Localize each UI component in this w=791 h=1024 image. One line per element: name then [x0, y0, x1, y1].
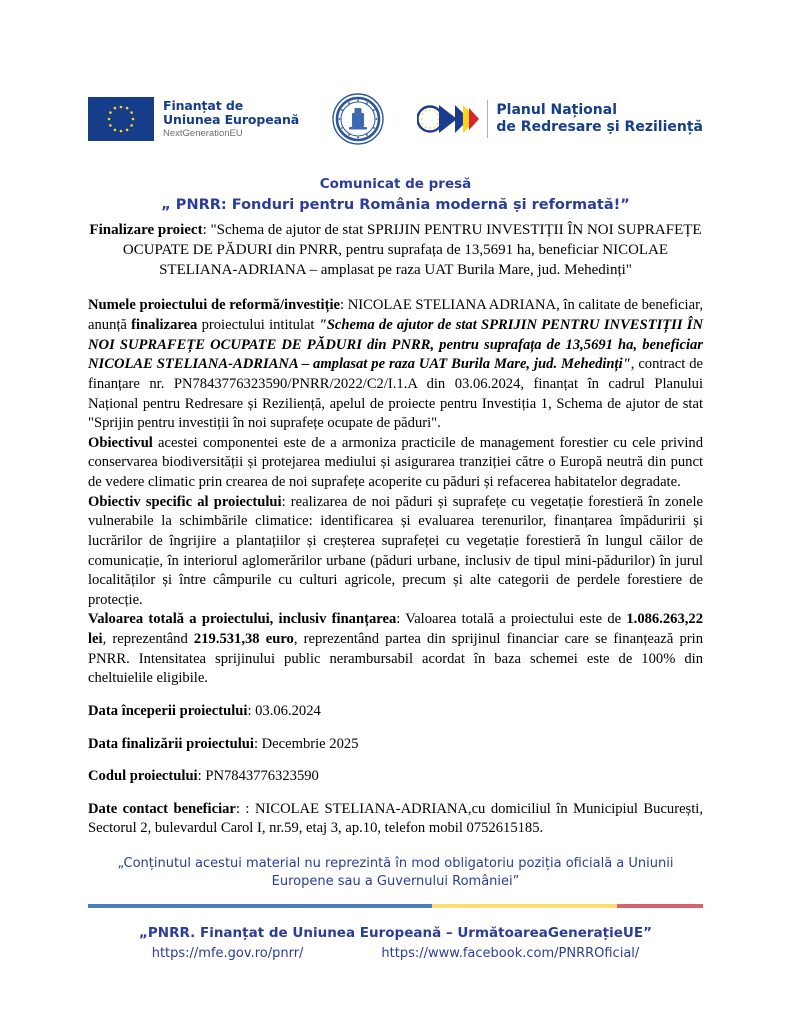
- eu-logo-line2: Uniunea Europeană: [163, 111, 300, 127]
- pnrr-arrows-icon: [417, 99, 483, 139]
- p4-amount-eur: 219.531,38 euro: [193, 631, 294, 648]
- tricolor-divider: [88, 904, 703, 908]
- p4-part1: : Valoarea totală a proiectului este de: [396, 611, 627, 628]
- disclaimer-text: [88, 855, 703, 891]
- press-release-label: Comunicat de presă: [319, 176, 472, 192]
- p7-value: : PN7843776323590: [197, 768, 319, 785]
- footer-link-facebook[interactable]: https://www.facebook.com/PNRROficial/: [381, 945, 640, 961]
- title-block: [88, 176, 703, 213]
- p1-part3: , contract de finanțare nr. PN7843776323590/PNRR/2022/C2/I.1.A din 03.06.2024, finanțat în cadrul Planului Național pentru Redresare și Reziliență, apelul de proiecte pentru Investiția 1, Schema de ajutor de stat "Sprijin pentru investiții în noi suprafețe ocupate de păduri".: [88, 356, 704, 432]
- eu-funding-logo: [88, 97, 299, 141]
- p7-label: Codul proiectului: [88, 768, 198, 785]
- p8-value: : : NICOLAE STELIANA-ADRIANA,cu domiciliul în Municipiul București, Sectorul 2, bulevardul Carol I, nr.59, etaj 3, ap.10, telefon mobil 0752615185.: [88, 800, 703, 837]
- footer: [88, 925, 703, 961]
- disclaimer-line1: „Conținutul acestui material nu reprezintă în mod obligatoriu poziția oficială a Uniunii: [117, 856, 674, 872]
- eu-logo-line3: NextGenerationEU: [163, 127, 243, 139]
- p8-label: Date contact beneficiar: [88, 800, 236, 817]
- p1-part1: : NICOLAE STELIANA ADRIANA, în calitate de beneficiar, anunță: [88, 297, 704, 334]
- footer-links: [88, 946, 703, 961]
- p1-part2: proiectului intitulat: [197, 317, 319, 334]
- paragraph-objective: [88, 434, 703, 493]
- pnrr-logo-line1: Planul Național: [496, 102, 618, 119]
- paragraph-total-value: [88, 610, 703, 689]
- p6-value: : Decembrie 2025: [253, 735, 359, 752]
- paragraph-project-code: [88, 767, 703, 787]
- subtitle-text: : "Schema de ajutor de stat SPRIJIN PENTRU INVESTIȚII ÎN NOI SUPRAFEȚE OCUPATE DE PĂDURI din PNRR, pentru suprafața de 13,5691 ha, beneficiar NICOLAE STELIANA-ADRIANA – amplasat pe raza UAT Burila Mare, jud. Mehedinți": [122, 222, 702, 278]
- eu-stars-icon: [88, 97, 154, 141]
- p5-value: : 03.06.2024: [247, 702, 321, 719]
- government-of-romania-logo: [332, 93, 384, 145]
- p4-label: Valoarea totală a proiectului, inclusiv finanțarea: [88, 611, 397, 628]
- p1-project-title-italic: "Schema de ajutor de stat SPRIJIN PENTRU INVESTIȚII ÎN NOI SUPRAFEȚE OCUPATE DE PĂDURI din PNRR, pentru suprafața de 13,5691 ha, beneficiar NICOLAE STELIANA-ADRIANA – amplasat pe raza UAT Burila Mare, jud. Mehedinți": [88, 317, 703, 373]
- project-completion-subtitle: [88, 221, 703, 280]
- government-seal-icon: [332, 93, 384, 145]
- divider-segment-red: [617, 904, 703, 908]
- p5-label: Data începerii proiectului: [88, 702, 248, 719]
- p4-amount-lei: 1.086.263,22 lei: [88, 611, 703, 648]
- footer-title: „PNRR. Finanțat de Uniunea Europeană – UrmătoareaGenerațieUE”: [139, 924, 652, 941]
- p2-text: acestei componentei este de a armoniza practicile de management forestier cu cele privind conservarea biodiversității și protejarea mediului și asigurarea tranziției către o Europă neutră din punct de vedere climatic prin crearea de noi suprafețe acoperite cu păduri și refacerea habitatelor degradate.: [88, 434, 703, 491]
- eu-flag-icon: [88, 97, 154, 141]
- logo-bar: [88, 0, 703, 150]
- p4-part3: , reprezentând partea din sprijinul financiar care se finanțează prin PNRR. Intensitatea sprijinului public nerambursabil acordat în baza schemei este de 100% din cheltuielile eligibile.: [88, 631, 703, 687]
- disclaimer-line2: Europene sau a Guvernului României”: [271, 873, 520, 889]
- eu-logo-line1: Finanțat de: [163, 97, 244, 113]
- paragraph-contact-details: [88, 800, 703, 839]
- p2-label: Obiectivul: [88, 434, 153, 451]
- divider-segment-blue: [88, 904, 432, 908]
- p3-label: Obiectiv specific al proiectului: [88, 493, 282, 510]
- footer-link-mfe[interactable]: https://mfe.gov.ro/pnrr/: [151, 945, 304, 961]
- p3-text: : realizarea de noi păduri și suprafețe cu vegetație forestieră în zonele vulnerabile la schimbările climatice: identificarea și evaluarea terenurilor, finanțarea împăduririi și lucrărilor de îngrijire a plantațiilor și creșterea suprafeței cu vegetație forestieră în lungul căilor de comunicație, în interiorul aglomerărilor urbane (păduri urbane, inclusiv de tipul mini-pădurilor) în jurul localităților și între câmpurile cu culturi agricole, precum și alte categorii de perdele forestiere de protecție.: [88, 493, 703, 608]
- divider-segment-yellow: [432, 904, 617, 908]
- paragraph-specific-objective: [88, 493, 703, 611]
- p4-part2: , reprezentând: [102, 631, 194, 648]
- document-body: [88, 296, 703, 839]
- pnrr-logo-text: [496, 102, 703, 136]
- p1-bold-finalizarea: finalizarea: [131, 317, 198, 334]
- pnrr-logo-divider: [487, 100, 489, 138]
- pnrr-logo-line2: de Redresare și Reziliență: [496, 119, 703, 135]
- eu-logo-text: [163, 99, 299, 140]
- paragraph-start-date: [88, 702, 703, 722]
- page-title: „ PNRR: Fonduri pentru România modernă și reformată!”: [161, 197, 630, 213]
- p1-label: Numele proiectului de reformă/investiție: [88, 297, 340, 314]
- pnrr-logo: [417, 99, 703, 139]
- p6-label: Data finalizării proiectului: [88, 735, 254, 752]
- subtitle-label: Finalizare proiect: [89, 222, 203, 238]
- paragraph-end-date: [88, 735, 703, 755]
- paragraph-project-name: [88, 296, 703, 433]
